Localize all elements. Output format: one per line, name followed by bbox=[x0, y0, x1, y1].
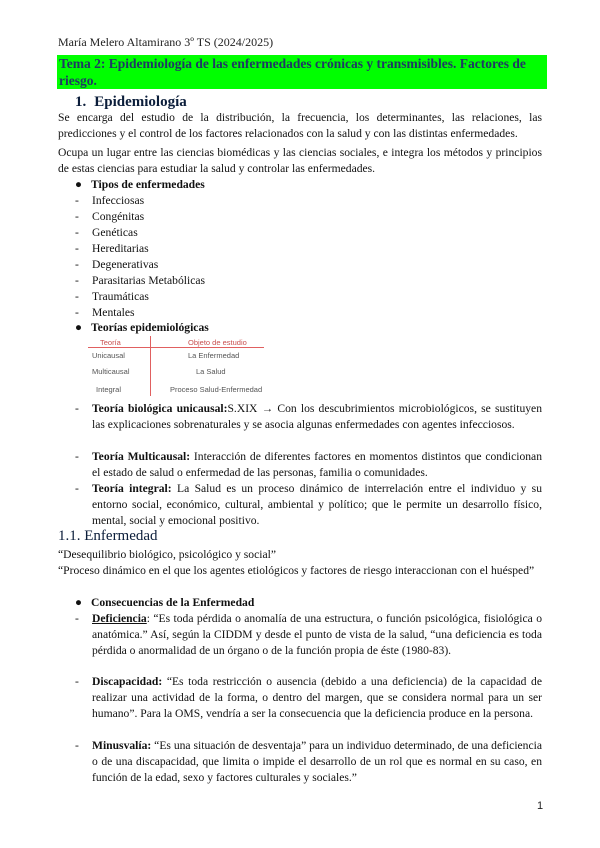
section-heading-epidemiologia bbox=[75, 94, 187, 111]
list-item: - Hereditarias bbox=[75, 242, 149, 255]
list-item: - Parasitarias Metabólicas bbox=[75, 274, 205, 287]
consequences-bullet bbox=[75, 596, 254, 609]
table-cell: Multicausal bbox=[92, 367, 130, 376]
theories-title: Teorías epidemiológicas bbox=[91, 321, 209, 334]
bullet-dot-icon: ● bbox=[75, 178, 83, 191]
consequence-item: - Minusvalía: “Es una situación de desventaja” para un individuo determinado, de una deficiencia o de una discapacidad, que limita o impide el desarrollo de un rol que es normal en su caso, en función de la edad, sexo y factores culturales y sociales.” bbox=[75, 739, 542, 784]
table-cell: Proceso Salud-Enfermedad bbox=[170, 385, 263, 394]
quote: “Proceso dinámico en el que los agentes etiológicos y factores de riesgo interaccionan con el huésped” bbox=[58, 564, 535, 577]
list-item: - Congénitas bbox=[75, 210, 145, 223]
page-number: 1 bbox=[537, 800, 544, 812]
table-divider bbox=[150, 336, 151, 396]
table-cell: La Enfermedad bbox=[188, 351, 240, 360]
list-item: - Genéticas bbox=[75, 226, 138, 239]
theory-item: - Teoría biológica unicausal:S.XIX → Con los descubrimientos microbiológicos, se sustituyen las explicaciones sobrenaturales y se asocia algunas enfermedades con agentes infecciosos. bbox=[75, 402, 542, 431]
types-title: Tipos de enfermedades bbox=[91, 178, 205, 191]
theory-item: - Teoría integral: La Salud es un proceso dinámico de interrelación entre el individuo y su entorno social, económico, cultural, ambiental y político; que le permite un desarrollo físico, mental, social y emocional positivo. bbox=[75, 482, 542, 527]
list-item: - Traumáticas bbox=[75, 290, 149, 303]
bullet-dot-icon: ● bbox=[75, 321, 83, 334]
table-header: Objeto de estudio bbox=[188, 338, 247, 347]
list-item: - Infecciosas bbox=[75, 194, 145, 207]
definition-paragraph: Se encarga del estudio de la distribución, la frecuencia, los determinantes, las relaciones, las predicciones y el control de los factores relacionados con la salud y con las distintas enfermedades. bbox=[58, 111, 542, 140]
table-cell: Unicausal bbox=[92, 351, 125, 360]
subsection-heading-enfermedad: 1.1. Enfermedad bbox=[58, 528, 158, 544]
table-cell: La Salud bbox=[196, 367, 226, 376]
table-header: Teoría bbox=[100, 338, 121, 347]
types-bullet bbox=[75, 178, 205, 191]
section-number: 1. bbox=[75, 94, 87, 110]
list-item: - Mentales bbox=[75, 306, 135, 319]
section-title: Epidemiología bbox=[94, 94, 187, 110]
document-title: Tema 2: Epidemiología de las enfermedades crónicas y transmisibles. Factores de riesgo. bbox=[57, 55, 547, 89]
scope-paragraph: Ocupa un lugar entre las ciencias biomédicas y las ciencias sociales, e integra los métodos y principios de estas ciencias para estudiar la salud y controlar las enfermedades. bbox=[58, 146, 542, 175]
page-header: María Melero Altamirano 3º TS (2024/2025) bbox=[58, 35, 274, 49]
list-item: - Degenerativas bbox=[75, 258, 159, 271]
bullet-dot-icon: ● bbox=[75, 596, 83, 609]
consequences-title: Consecuencias de la Enfermedad bbox=[91, 596, 255, 609]
theories-bullet bbox=[75, 321, 209, 334]
theory-table bbox=[88, 336, 264, 396]
theory-item: - Teoría Multicausal: Interacción de diferentes factores en momentos distintos que condicionan el estado de salud o enfermedad de las personas, familia o comunidades. bbox=[75, 450, 542, 479]
quote: “Desequilibrio biológico, psicológico y social” bbox=[58, 548, 276, 561]
table-divider bbox=[88, 347, 264, 348]
table-cell: Integral bbox=[96, 385, 122, 394]
consequence-item: - Deficiencia: “Es toda pérdida o anomalía de una estructura, o función psicológica, fisiológica o anatómica.” Así, según la CIDDM y desde el punto de vista de la salud, “una deficiencia es toda pérdida o anormalidad de un órgano o de la función propia de éste (1980-83). bbox=[75, 612, 542, 657]
consequence-item: - Discapacidad: “Es toda restricción o ausencia (debido a una deficiencia) de la capacidad de realizar una actividad de la forma, o dentro del margen, que se considera normal para un ser humano”. Para la OMS, vendría a ser la consecuencia que la deficiencia produce en la persona. bbox=[75, 675, 542, 720]
